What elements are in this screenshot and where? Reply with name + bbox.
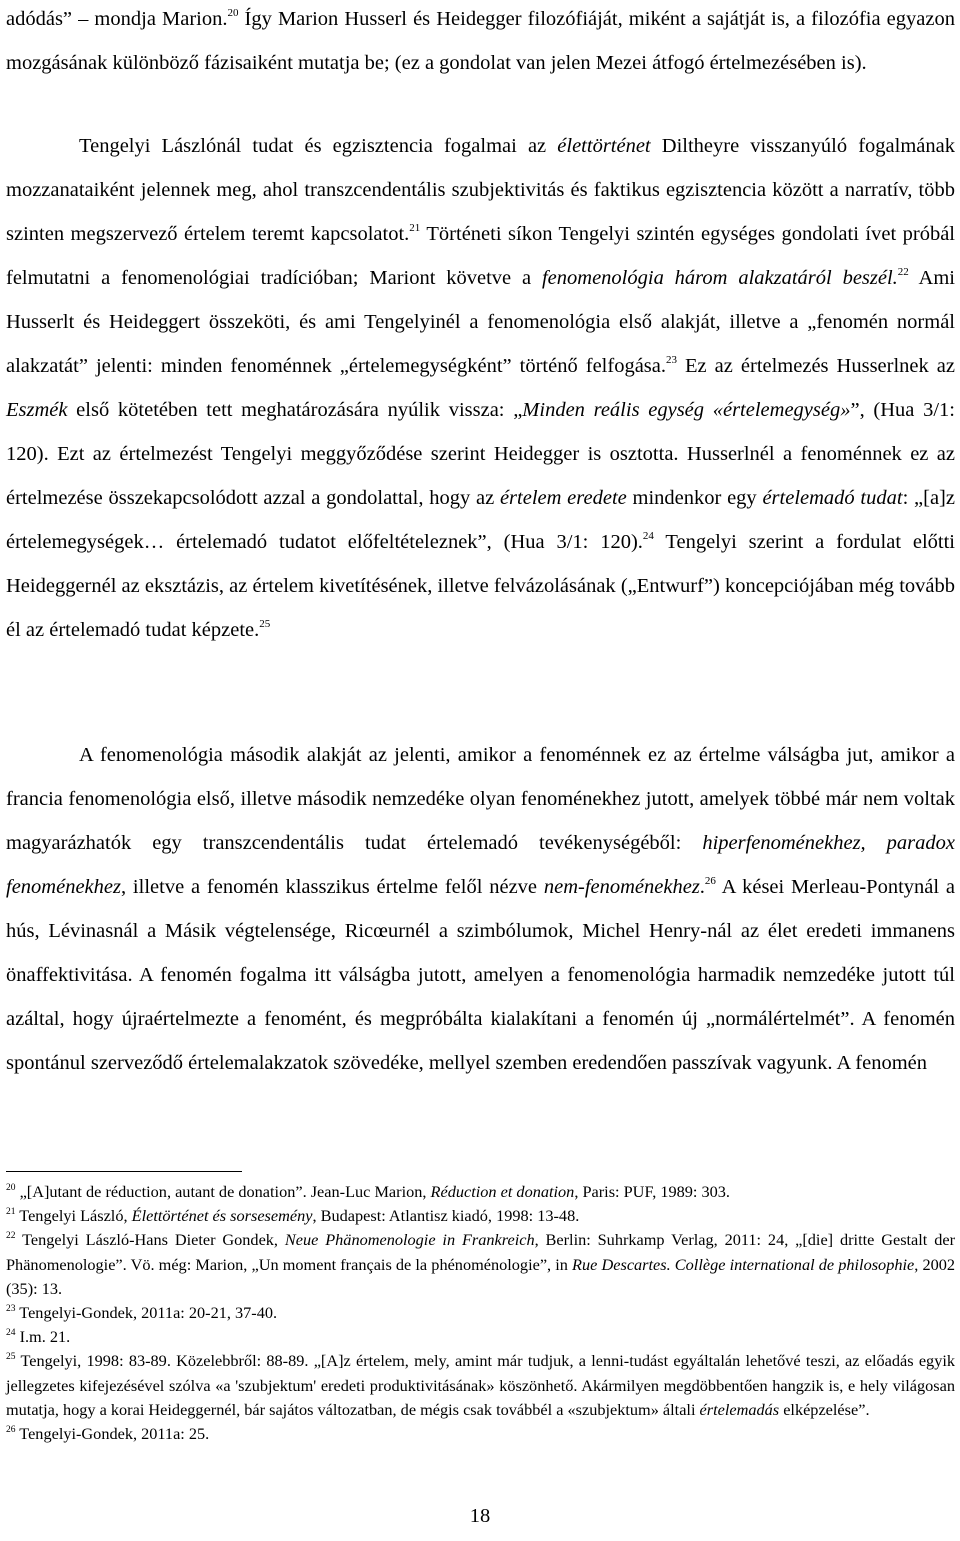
text-run: adódás” – mondja Marion. [6,8,228,30]
text-run: Tengelyi László-Hans Dieter Gondek, [15,1230,285,1250]
footnote-reference: 25 [259,618,271,630]
text-run: A kései Merleau-Pontynál a hús, Lévinasnál a Másik végtelensége, Ricœurnél a szimbólumok, Michel Henry-nál az élet eredeti immanens önaffektivitása. A fenomén fogalma itt válságba jutott, amelyen a fenomenológia harmadik nemzedéke jutott túl azáltal, hogy újraértelmezte a fenomént, és megpróbálta kialakítani a fenomén új „normálértelmét”. A fenomén spontánul szerveződő értelemalakzatok szövedéke, mellyel szemben eredendően passzívak vagyunk. A fenomén [6,876,955,1074]
footnote-reference: 22 [6,1231,16,1242]
italic-text: élettörténet [557,135,651,157]
text-run: , Paris: PUF, 1989: 303. [574,1182,730,1201]
italic-text: fenomenológia három alakzatáról beszél. [541,267,898,289]
footnote-reference: 21 [409,222,421,234]
text-run: Ez az értelmezés Husserlnek az [677,355,955,377]
footnote-separator [6,1171,242,1172]
footnote-reference: 25 [6,1352,16,1363]
text-run: , Budapest: Atlantisz kiadó, 1998: 13-48. [312,1206,580,1226]
footnote [6,1325,955,1349]
footnote-reference: 20 [6,1183,16,1193]
italic-text: Eszmék [6,399,68,421]
footnote-reference: 26 [6,1425,16,1436]
text-run: : „[a]z értelemegységek… értelemadó tudatot előfeltételeznek”, (Hua 3/1: 120). [6,487,955,553]
italic-text: értelemadás [699,1399,780,1419]
text-run: , Berlin: Suhrkamp Verlag, 2011: 24, „[die] dritte Gestalt der Phänomenologie”. Vö. még: Marion, „Un moment français de la phénoménologie”, in [6,1230,955,1274]
text-run: Tengelyi László, [15,1206,132,1226]
italic-text: Réduction et donation [430,1182,575,1201]
text-run: , illetve a fenomén klasszikus értelme felől nézve [120,876,544,898]
footnote [6,1180,955,1204]
italic-text: Neue Phänomenologie in Frankreich [284,1230,535,1250]
paragraph-2 [6,124,955,652]
text-run: A fenomenológia második alakját az jelenti, amikor a fenoménnek ez az értelme válságba jut, amikor a francia fenomenológia első, illetve második nemzedéke olyan fenoménekhez jutott, amelyek többé már nem voltak magyarázhatók egy transzcendentális tudat értelemadó tevékenységéből: [6,744,955,854]
text-run: Történeti síkon Tengelyi szintén egységes gondolati ívet próbál felmutatni a fenomenológiai tradícióban; Mariont követve a [6,223,955,289]
text-run: elképzelése”. [779,1399,870,1419]
text-run: Tengelyi, 1998: 83-89. Közelebbről: 88-89. „[A]z értelem, mely, amint már tudjuk, a lenni-tudást egyáltalán lehetővé teszi, az előadás egyik jellegzetes kifejezésével szólva «a 'szubjektum' eredeti produktivitásának» köszönhető. Akármilyen megdöbbentően hangzik is, e hely világosan mutatja, hogy a korai Heideggernél, bár sajátos változatban, de mégis csak továbbél a «szubjektum» általi [6,1351,955,1419]
text-run: , 2002 (35): 13. [6,1254,956,1298]
footnote [6,1228,955,1301]
paragraph-text [6,0,955,85]
page-number: 18 [469,1505,491,1527]
italic-text: értelemadó tudat [762,487,903,509]
text-run: Diltheyre visszanyúló fogalmának mozzanataiként jelennek meg, ahol transzcendentális szubjektivitás és faktikus egzisztencia között a narratív, több szinten megszervező értelem teremt kapcsolatot. [6,135,955,245]
italic-text: hiperfenoménekhez, paradox fenoménekhez [6,832,956,898]
footnote [6,1349,955,1422]
text-run: első kötetében tett meghatározására nyúlik vissza: „ [67,399,523,421]
text-run: Tengelyi-Gondek, 2011a: 25. [15,1424,210,1444]
footnote-reference: 26 [704,875,716,887]
text-run: ”, (Hua 3/1: 120). Ezt az értelmezést Tengelyi meggyőződése szerint Heidegger is osztotta. Husserlnél a fenoménnek ez az értelmezése összekapcsolódott azzal a gondolattal, hogy az [6,399,955,509]
italic-text: értelem eredete [499,487,627,509]
italic-text: Minden reális egység «értelemegység» [522,399,851,421]
text-run: Ami Husserlt és Heideggert összeköti, és ami Tengelyinél a fenomenológia első alakját, illetve a „fenomén normál alakzatát” jelenti: minden fenoménnek „értelemegységként” történő felfogása. [6,267,955,377]
italic-text: Rue Descartes. Collège international de philosophie [572,1254,915,1274]
footnote-reference: 22 [897,266,909,278]
footnotes [6,1180,955,1446]
footnote-reference: 23 [666,354,677,366]
footnote-reference: 23 [6,1304,16,1315]
footnote-reference: 21 [6,1207,16,1218]
paragraph-text [6,733,955,1085]
text-run: „[A]utant de réduction, autant de donation”. Jean-Luc Marion, [15,1182,431,1201]
footnote-reference: 20 [227,7,239,19]
paragraph-1 [6,0,955,85]
paragraph-3 [6,733,955,1085]
italic-text: nem-fenoménekhez [543,876,700,898]
text-run: Tengelyi szerint a fordulat előtti Heideggernél az eksztázis, az értelem kivetítésének, illetve felvázolásának („Entwurf”) koncepciójában még tovább él az értelemadó tudat képzete. [6,531,956,641]
footnote [6,1204,955,1228]
footnote [6,1301,955,1325]
italic-text: Élettörténet és sorsesemény [131,1206,313,1226]
footnote-reference: 24 [642,530,654,542]
footnote-reference: 24 [6,1328,16,1339]
text-run: Tengelyi Lászlónál tudat és egzisztencia fogalmai az [79,135,558,157]
text-run: mindenkor egy [626,487,763,509]
text-run: . [699,876,705,898]
footnote [6,1422,955,1446]
text-run: I.m. 21. [15,1327,71,1347]
text-run: Így Marion Husserl és Heidegger filozófiáját, miként a sajátját is, a filozófia egyazon mozgásának különböző fázisaiként mutatja be; (ez a gondolat van jelen Mezei átfogó értelmezésében is). [6,8,955,74]
text-run: Tengelyi-Gondek, 2011a: 20-21, 37-40. [15,1303,278,1323]
paragraph-text [6,124,955,652]
